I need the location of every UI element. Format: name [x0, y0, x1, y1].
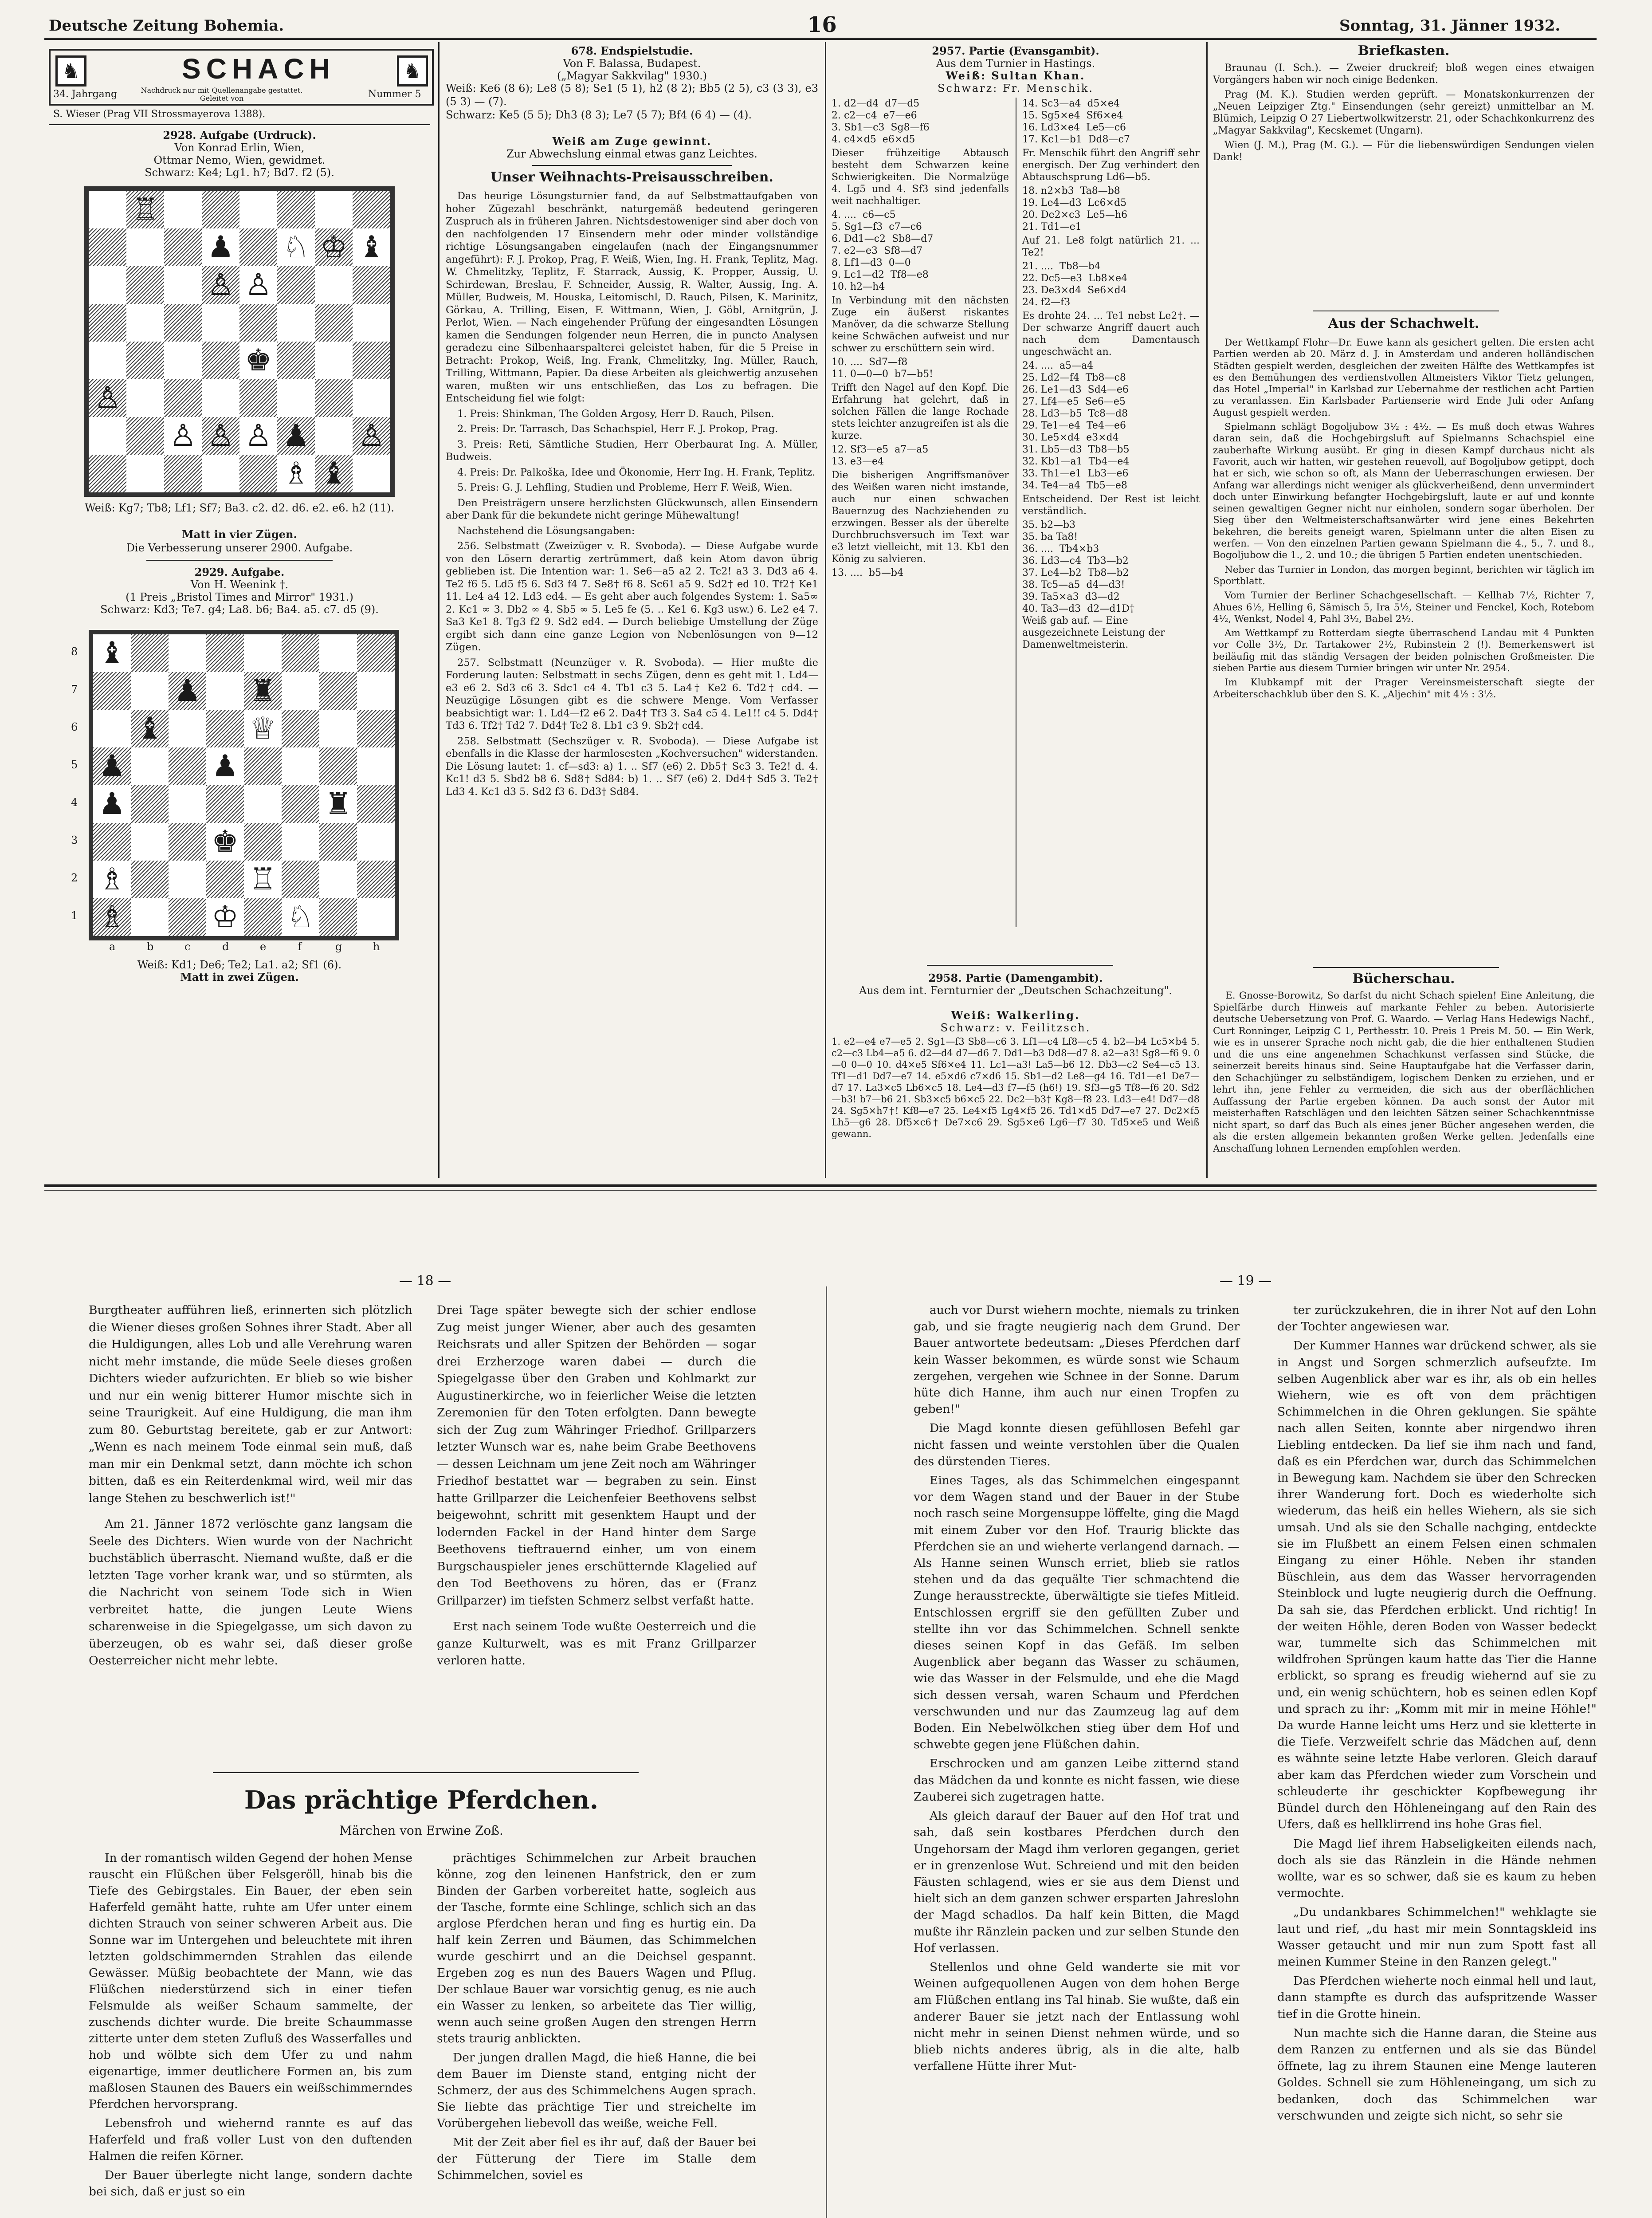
schach-editor: S. Wieser (Prag VII Strossmayerova 1388). [53, 109, 266, 120]
schachwelt-heading: Aus der Schachwelt. [1328, 316, 1479, 331]
section-rule [44, 1184, 1597, 1187]
moves-block: 12. Sf3—e5 a7—a5 13. e3—e4 [832, 444, 929, 467]
moves-block: 13. .... b5—b4 [832, 567, 904, 578]
file-label: c [184, 940, 191, 953]
board-square [202, 455, 239, 492]
black-bishop-icon: ♝ [136, 711, 163, 746]
board-square [315, 304, 353, 342]
white-pawn-icon: ♙ [245, 267, 272, 303]
board-square [244, 785, 282, 823]
board-square [277, 266, 315, 304]
story-col3 [914, 1302, 1240, 2077]
paragraph: Eines Tages, als das Schimmelchen eingespannt vor dem Wagen stand und der Bauer in der Stube noch rasch seine Morgensuppe löffelte, ging die Magd mit einem Zuber vor den Hof. Traurig blickte das Pferdchen sie an und wieherte verlangend darnach. — Als Hanne seinen Wunsch erriet, blieb sie ratlos stehen und da das gequälte Tier schmachtend die Zunge herausstreckte, überwältigte sie tiefes Mitleid. Entschlossen ergriff sie den gefüllten Zuber und stellte ihn vor das Schimmelchen. Schnell senkte dieses seinen Kopf in das Gefäß. Im selben Augenblick aber begann das Wasser zu schäumen, wie das Wasser in der Felsmulde, und ehe die Magd sich dessen versah, waren Schaum und Pferdchen verschwunden und nur das Zaumzeug lag auf dem Boden. Ein Nebelwölkchen stieg über dem Hof und schwebte gegen jene Flüßchen dahin. [914, 1474, 1240, 1752]
paragraph: Der Kummer Hannes war drückend schwer, als sie in Angst und Sorgen schmerzlich aufseufzte. Im selben Augenblick aber war es ihr, als ob ein helles Wiehern, wie es oft von dem prächtigen Schimmelchen in die Ohren geklungen. Sie spähte nach allen Seiten, konnte aber nirgendwo ihren Liebling entdecken. Da lief sie ihm nach und fand, daß es ein Pferdchen war, durch das Schimmelchen in Bewegung kam. Nachdem sie über den Schrecken ihrer Wanderung fort. Doch es wiederholte sich wiederum, das heiß ein helles Wiehern, als sie sich umsah. Und als sie den Schalle nachging, entdeckte sie im Flußbett an einem Felsen einen schmalen Eingang zu einer Höhle. Neben ihr standen Büschlein, aus dem das Wasser hervorragenden Steinblock und lugte neugierig durch die Oeffnung. Da sah sie, das Pferdchen erblickt. Und richtig! In der weiten Höhle, deren Boden von Wasser bedeckt war, tummelte sich das Schimmelchen mit wildfrohen Sprüngen kaum hatte das Tier die Hanne erblickt, so sprang es freudig wiehernd auf sie zu und, ein wenig schüchtern, hob es seinen edlen Kopf und sprach zu ihr: „Komm mit mir in meine Höhle!" Da wurde Hanne leicht ums Herz und sie kletterte in die Tiefe. Verzweifelt schrie das Mädchen auf, denn es wähnte seine letzte Habe verloren. Gleich darauf aber kam das Pferdchen wieder zum Vorschein und schleuderte ihr geschickter Kopfbewegung ihr Bündel durch den Höhleneingang auf den Rain des Ufers, daß es hellklirrend ins hohe Gras fiel. [1277, 1339, 1597, 1832]
header-rule [44, 38, 1597, 40]
rank-label: 4 [71, 796, 78, 809]
rank-label: 8 [71, 645, 78, 658]
board-square [315, 191, 353, 228]
black-pawn-icon: ♟ [207, 230, 234, 265]
schach-note: Nachdruck nur mit Quellenangabe gestattet. Geleitet von [141, 86, 303, 102]
board-square [206, 634, 244, 672]
board-square [206, 861, 244, 898]
board-square [353, 342, 390, 379]
moves-block: 1. d2—d4 d7—d5 2. c2—c4 e7—e6 3. Sb1—c3 Sg8—f6 4. c4×d5 e6×d5 [832, 98, 930, 145]
paragraph: In der romantisch wilden Gegend der hohen Mense rauscht ein Flüßchen über Felsgeröll, hinab bis die Tiefe des Gebirgstales. Ein Bauer, der eben sein Haferfeld gemäht hatte, ruhte am Ufer unter einem dichten Strauch von seiner schweren Arbeit aus. Die Sonne war im Untergehen und beleuchtete mit ihren letzten goldschimmernden Strahlen das eilende Gewässer. Müßig beobachtete der Mann, wie das Flüßchen niederstürzend sich in einer tiefen Felsmulde als weißer Schaum sammelte, der zuschends dichter wurde. Die breite Schaummasse zitterte unter dem steten Zufluß des Wasserfalles und hob und wölbte sich dem Ufer zu und nahm eigenartige, immer deutlichere Formen an, bis zum maßlosen Staunen des Bauers ein weißschimmerndes Pferdchen hervorsprang. [89, 1851, 412, 2111]
paragraph: Erst nach seinem Tode wußte Oesterreich und die ganze Kulturwelt, was es mit Franz Grillparzer verloren hatte. [437, 1620, 756, 1667]
board-square [319, 861, 357, 898]
board-square [89, 228, 126, 266]
board-square [202, 191, 239, 228]
rank-label: 5 [71, 759, 78, 771]
endspiel-source: („Magyar Sakkvilag" 1930.) [557, 70, 707, 82]
partie2-black: Schwarz: v. Feilitzsch. [940, 1022, 1091, 1034]
comment: Entscheidend. Der Rest ist leicht verständlich. [1022, 494, 1200, 517]
white-rook-icon: ♖ [249, 862, 276, 897]
paragraph: 3. Preis: Reti, Sämtliche Studien, Herr Oberbaurat Ing. A. Müller, Budweis. [446, 438, 818, 463]
paragraph: Mit der Zeit aber fiel es ihr auf, daß der Bauer bei der Fütterung der Tiere im Stalle dem Schimmelchen, soviel es [437, 2135, 756, 2182]
moves-block: 35. b2—b3 35. ba Ta8! 36. .... Tb4×b3 36. Ld3—c4 Tb3—b2 37. Le4—b2 Tb8—b2 38. Tc5—a5 d4—d3! 39. Ta5×a3 d3—d2 40. Ta3—d3 d2—d1D† Weiß gab auf. — Eine ausgezeichnete Leistung der Damenweltmeisterin. [1022, 519, 1165, 650]
paragraph: Am Wettkampf zu Rotterdam siegte überraschend Landau mit 4 Punkten vor Colle 3½, Dr. Tartakower 2½, Rubinstein 2 (!). Bemerkenswert ist beiläufig mit das ständig Versagen der beiden polnischen Großmeister. Die sieben Partie aus diesem Turnier bringen wir unter Nr. 2954. [1213, 628, 1594, 674]
partie2-event: Aus dem int. Fernturnier der „Deutschen Schachzeitung". [859, 984, 1173, 997]
preis-text [446, 190, 818, 801]
schach-nummer: Nummer 5 [368, 89, 421, 100]
partie1-black: Schwarz: Fr. Menschik. [937, 82, 1094, 94]
rank-label: 7 [71, 683, 78, 696]
board-square [357, 672, 395, 710]
endspiel-heading: 678. Endspielstudie. [571, 44, 693, 57]
board-square [319, 710, 357, 747]
board-square [319, 672, 357, 710]
board-file-labels [93, 940, 395, 954]
paragraph: 5. Preis: G. J. Lehfling, Studien und Probleme, Herr F. Weiß, Wien. [457, 482, 793, 493]
board-square [239, 379, 277, 417]
board-square [164, 191, 202, 228]
chess-board-aufgabe2 [89, 630, 399, 940]
white-knight-icon: ♘ [287, 900, 314, 935]
moves-block: 14. Sc3—a4 d5×e4 15. Sg5×e4 Sf6×e4 16. Ld3×e4 Le5—c6 17. Kc1—b1 Dd8—c7 [1022, 98, 1130, 145]
paragraph: Burgtheater aufführen ließ, erinnerten sich plötzlich die Wiener dieses großen Sohnes ihrer Stadt. Aber all die Huldigungen, alles Lob und alle Verehrung waren nicht mehr imstande, die müde Seele dieses großen Dichters wieder aufzurichten. Er blieb so wie bisher und nur ein wenig bitterer Humor mischte sich in seine Traurigkeit. Auf eine Huldigung, die man ihm zum 80. Geburtstag bereitete, gab er zur Antwort: „Wenn es nach meinem Tode einmal sein muß, daß man mir ein Denkmal setzt, dann möchte ich schon bitten, daß es ein Reiterdenkmal wird, weil mir das lange Stehen zu beschwerlich ist!" [89, 1303, 412, 1505]
paragraph: Neber das Turnier in London, das morgen beginnt, berichten wir täglich im Sportblatt. [1213, 564, 1594, 587]
board-square [353, 455, 390, 492]
board-square [357, 785, 395, 823]
board-square [244, 747, 282, 785]
board-square [319, 823, 357, 861]
board-square [315, 379, 353, 417]
black-king-icon: ♚ [212, 824, 239, 859]
board-square [89, 304, 126, 342]
board-square [169, 861, 206, 898]
column-rule [1206, 42, 1208, 1178]
paragraph: 1. Preis: Shinkman, The Golden Argosy, Herr D. Rauch, Pilsen. [457, 408, 774, 420]
aufgabe2-white: Weiß: Kd1; De6; Te2; La1. a2; Sf1 (6). [137, 959, 342, 971]
paragraph: Die Magd konnte diesen gefühllosen Befehl gar nicht fassen und weinte verstohlen über die Qualen des dürstenden Tieres. [914, 1421, 1240, 1468]
board-square [319, 898, 357, 936]
board-square [357, 861, 395, 898]
paragraph: Vom Turnier der Berliner Schachgesellschaft. — Kellhab 7½, Richter 7, Ahues 6½, Helling 6, Sämisch 5, Ira 5½, Steiner und Fenckel, Koch, Rotebom 4½, Wenkst, Nodel 4, Pahl 3½, Babel 2½. [1213, 590, 1594, 625]
board-square [131, 898, 169, 936]
board-square [169, 823, 206, 861]
paragraph: Drei Tage später bewegte sich der schier endlose Zug meist junger Wiener, aber auch des gesamten Reichsrats und aller Spitzen der Behörden — sogar drei Erzherzoge waren dabei — durch die Spiegelgasse über den Graben und Kohlmarkt zur Augustinerkirche, wo in feierlicher Weise die letzten Zeremonien für den Toten erfolgten. Dann bewegte sich der Zug zum Währinger Friedhof. Grillparzers letzter Wunsch war es, nahe beim Grabe Beethovens — dessen Leichnam um jene Zeit noch am Währinger Friedhof bestattet war — begraben zu sein. Einst hatte Grillparzer die Leichenfeier Beethovens selbst beigewohnt, schritt mit gesenktem Haupt und der lodernden Fackel in der Hand hinter dem Sarge Beethovens tieftrauernd einher, um von einem Burgschauspieler jenes erschütternde Klagelied auf den Tod Beethovens zu hören, das er (Franz Grillparzer) im tiefsten Schmerz selbst verfaßt hatte. [437, 1303, 756, 1608]
comment: Auf 21. Le8 folgt natürlich 21. ... Te2! [1022, 235, 1200, 258]
board-square [353, 304, 390, 342]
board-square [93, 823, 131, 861]
board-square [89, 191, 126, 228]
paragraph: Spielmann schlägt Bogoljubow 3½ : 4½. — Es muß doch etwas Wahres daran sein, daß die Hochgebirgsluft auf Spielmanns Schachspiel eine zauberhafte Wirkung ausübt. Er ging in diesen Kampf durchaus nicht als Favorit, auch wir hatten, wir gestehen reuevoll, auf Bogoljubow getippt, doch hat er sich, wie schon so oft, als Mann der Ueberraschungen erwiesen. Der Anfang war allerdings nicht weniger als glückverheißend, denn unvermindert doch unter Einwirkung befangter Hochgebirgsluft, laute er auf und konnte seinen gewaltigen Gegner nicht nur einholen, sondern sogar überholen. Der Sieg über den Weltmeisterschaftsanwärter wird jene eines Bekehrten bekehren, die bereits geneigt waren, Spielmann unter die alten Eisen zu werfen. — Von den einzelnen Partien gewann Spielmann die 4., 5., 7. und 8., Bogoljubow die 1., 2. und 10.; die übrigen 5 Partien endeten unentschieden. [1213, 421, 1594, 561]
board-square [202, 342, 239, 379]
board-rank-labels [71, 634, 84, 936]
paragraph: Das heurige Lösungsturnier fand, da auf Selbstmattaufgaben von hoher Zügezahl beschränkt, naturgemäß bedeutend geringeren Zuspruch als in früheren Jahren. Nichtsdestoweniger sind aber doch von den nachfolgenden 17 Einsendern mehr oder minder vollständige richtige Lösungsangaben eingelaufen (nach der Eingangsnummer angeführt): F. J. Prokop, Prag, F. Weiß, Wien, Ing. H. Frank, Teplitz, Mag. W. Chmelitzky, Teplitz, F. Starrack, Aussig, K. Propper, Aussig, U. Schirdewan, Breslau, F. Schneider, Aussig, R. Walter, Aussig, Ing. A. Müller, Budweis, M. Houska, Leitomischl, D. Rauch, Pilsen, K. Marinitz, Görkau, A. Trilling, Eisen, F. Wittmann, Wien, J. Göbl, Arnitgrün, J. Perlot, Wien. — Nach eingehender Prüfung der eingesandten Lösungen kamen die Sendungen folgender neun Herren, die in puncto Analysen geradezu eine Silbenhaarspalterei geleistet haben, für die 5 Preise in Betracht: Prokop, Weiß, Ing. Frank, Chmelitzky, Ing. Müller, Rauch, Trilling, Wittmann, Papier. Da diese Arbeiten als gleichwertig anzusehen waren, mußten wir uns entschließen, das Los zu befragen. Die Entscheidung fiel wie folgt: [446, 190, 818, 404]
paragraph: Die Magd lief ihrem Habseligkeiten eilends nach, doch als sie das Ränzlein in die Hände nehmen wollte, war es so schwer, daß sie es kaum zu heben vermochte. [1277, 1837, 1597, 1900]
paragraph: Der Wettkampf Flohr—Dr. Euwe kann als gesichert gelten. Die ersten acht Partien werden ab 20. März d. J. in Amsterdam und anderen holländischen Städten gespielt werden, desgleichen der zweiten Hälfte des Wettkampfes ist es den Bemühungen des verdienstvollen Altmeisters Viktor Tietz gelungen, das Hotel „Imperial" in Karlsbad zur Uebernahme der restlichen acht Partien zu veranlassen. Ein Karlsbader Partienserie wird Ende Juli oder Anfang August gespielt werden. [1213, 337, 1594, 418]
story-col1 [89, 1850, 412, 2202]
board-square [315, 342, 353, 379]
divider [532, 165, 732, 166]
rank-label: 1 [71, 909, 78, 922]
partie1-event: Aus dem Turnier in Hastings. [936, 57, 1095, 70]
board-square [131, 672, 169, 710]
masthead-icon-right [397, 55, 428, 87]
preis-heading: Unser Weihnachts-Preisausschreiben. [490, 169, 773, 185]
masthead-icon-left [55, 55, 86, 87]
board-square [169, 710, 206, 747]
white-pawn-icon: ♙ [358, 418, 385, 453]
comment: Trifft den Nagel auf den Kopf. Die Erfahrung hat gelehrt, daß in solchen Fällen die lange Rochade stets leichter anzugreifen ist als die kurze. [832, 382, 1009, 441]
rank-label: 2 [71, 872, 78, 884]
paragraph: „Du undankbares Schimmelchen!" wehklagte sie laut und rief, „du hast mir mein Sonntagskleid ins Wasser getaucht und mir nun zum Spott fast all meinen Kummer Steine in den Ranzen gelegt." [1277, 1905, 1597, 1969]
paragraph: 2. Preis: Dr. Tarrasch, Das Schachspiel, Herr F. J. Prokop, Prag. [457, 423, 778, 435]
board-square [315, 266, 353, 304]
partie2-white: Weiß: Walkerling. [951, 1009, 1080, 1022]
board-square [282, 634, 319, 672]
white-rook-icon: ♖ [132, 192, 159, 227]
board-square [206, 710, 244, 747]
board-square [169, 785, 206, 823]
white-bishop-icon: ♗ [98, 900, 126, 935]
aufgabe1-author: Von Konrad Erlin, Wien, [174, 142, 305, 154]
page-number: 16 [807, 12, 837, 37]
board-square [89, 342, 126, 379]
file-label: e [260, 940, 267, 953]
buecher-heading: Bücherschau. [1352, 971, 1455, 987]
paragraph: Braunau (I. Sch.). — Zweier druckreif; bloß wegen eines etwaigen Vorgängers haben wir noch einige Bedenken. [1213, 63, 1594, 86]
board-square [89, 417, 126, 455]
paragraph: 256. Selbstmatt (Zweizüger v. R. Svoboda). — Diese Aufgabe wurde von den Lösern derartig zertrümmert, daß kein Atom davon übrig geblieben ist. Die Intention war: 1. Se6—a5 a2 2. Tc2! a3 3. Dd3 a6 4. Te2 f6 5. Ld5 f5 6. Sd3 f4 7. Se8† f6 8. Sc61 a5 9. Sd2† ed 10. Tf2† Ke1 11. Le4 a4 12. Ld3 ed4. — Es geht aber auch folgendes System: 1. Sa5∞ 2. Kc1 ∞ 3. Db2 ∞ 4. Sb5 ∞ 5. Le5 fe (5. .. Ke1 6. Kg3 usw.) 6. Le2 e4 7. Sa3 Ke1 8. Tg3 f2 9. Sd2 ed4. — Durch beliebige Umstellung der Züge ergibt sich dann eine ganze Legion von Nebenlösungen von 9—12 Zügen. [446, 540, 818, 653]
board-square [126, 266, 164, 304]
rank-label: 6 [71, 721, 78, 733]
black-pawn-icon: ♟ [283, 418, 310, 453]
board-square [319, 747, 357, 785]
board-square [164, 304, 202, 342]
black-bishop-icon: ♝ [320, 456, 347, 491]
board-square [282, 785, 319, 823]
board-square [357, 898, 395, 936]
white-bishop-icon: ♗ [283, 456, 310, 491]
board-square [353, 191, 390, 228]
paragraph: Nachstehend die Lösungsangaben: [457, 525, 635, 537]
white-queen-icon: ♕ [249, 711, 276, 746]
paragraph: ter zurückzukehren, die in ihrer Not auf den Lohn der Tochter angewiesen war. [1277, 1303, 1597, 1334]
board-square [131, 785, 169, 823]
board-square [282, 672, 319, 710]
board-square [277, 379, 315, 417]
paragraph: 258. Selbstmatt (Sechszüger v. R. Svoboda). — Diese Aufgabe ist ebenfalls in die Klasse der harmlosesten „Kochversuchen" widerstanden. Die Lösung lautet: 1. cf—sd3: a) 1. .. Sf7 (e6) 2. Db5† Sc3 3. Te2! d. 4. Kc1! d3 5. Sbd2 b8 6. Sd8† Sd84: b) 1. .. Sf7 (e6) 2. Dd4† Sd5 3. Te2† Ld3 4. Kc1 d3 5. Sd2 f3 6. Dd3† Sd84. [446, 735, 818, 798]
moves-block: 21. .... Tb8—b4 22. Dc5—e3 Lb8×e4 23. De3×d4 Se6×d4 24. f2—f3 [1022, 261, 1128, 308]
page-date: Sonntag, 31. Jänner 1932. [1339, 17, 1561, 35]
paragraph: Stellenlos und ohne Geld wanderte sie mit vor Weinen aufgequollenen Augen von dem hohen Berge am Flüßchen entlang ins Tal hinab. Sie wußte, daß ein anderer Bauer sie jetzt nach der Entlassung wohl nicht mehr in seinen Dienst nehmen würde, und so blieb nichts anderes übrig, als in die alte, halb verfallene Hütte ihrer Mut- [914, 1960, 1240, 2073]
endspiel-white: Weiß: Ke6 (8 6); Le8 (5 8); Se1 (5 1), h2 (8 2); Bb5 (2 5), c3 (3 3), e3 (5 3) — (7). [446, 82, 818, 108]
board-square [282, 747, 319, 785]
aufgabe1-goal: Matt in vier Zügen. [182, 528, 297, 541]
board-square [206, 672, 244, 710]
divider [49, 124, 430, 125]
gutter-rule [826, 1286, 827, 2218]
black-pawn-icon: ♟ [174, 673, 201, 708]
column-rule [438, 42, 439, 1178]
black-pawn-icon: ♟ [98, 787, 126, 822]
comment: In Verbindung mit den nächsten Zuge ein äußerst riskantes Manöver, da die schwarze Stellung keine Schwächen aufweist und nur schwer zu erschüttern sein wird. [832, 295, 1009, 354]
black-bishop-icon: ♝ [358, 230, 385, 265]
board-square [164, 342, 202, 379]
section-rule [44, 1190, 1597, 1191]
board-square [244, 634, 282, 672]
story-title: Das prächtige Pferdchen. [244, 1785, 599, 1815]
board-square [282, 823, 319, 861]
white-knight-icon: ♘ [283, 230, 310, 265]
partie1-white: Weiß: Sultan Khan. [946, 69, 1086, 82]
endspiel-black: Schwarz: Ke5 (5 5); Dh3 (8 3); Le7 (5 7); Bf4 (6 4) — (4). [446, 109, 752, 121]
aufgabe1-author2: Ottmar Nemo, Wien, gewidmet. [153, 154, 326, 166]
white-king-icon: ♔ [320, 230, 347, 265]
board-square [126, 342, 164, 379]
paragraph: Der Bauer überlegte nicht lange, sondern dachte bei sich, daß er just so ein [89, 2168, 412, 2198]
aufgabe2-prize: (1 Preis „Bristol Times and Mirror" 1931.) [126, 591, 353, 603]
comment: Es drohte 24. ... Te1 nebst Le2†. — Der schwarze Angriff dauert auch nach dem Damentausch ungeschwächt an. [1022, 311, 1200, 358]
board-square [353, 379, 390, 417]
board-square [89, 455, 126, 492]
board-square [131, 634, 169, 672]
board-square [169, 634, 206, 672]
paragraph: Am 21. Jänner 1872 verlöschte ganz langsam die Seele des Dichters. Wien wurde von der Nachricht buchstäblich überrascht. Niemand wußte, daß er die letzten Tage vorher krank war, und so stürmten, als die Nachricht von seinem Tode sich in Wien verbreitet hatte, die jungen Leute Wiens scharenweise in die Spiegelgasse, um sich davon zu überzeugen, ob es wahr sei, daß dieser große Oesterreicher nicht mehr lebte. [89, 1517, 412, 1667]
board-square [93, 672, 131, 710]
paragraph: Im Klubkampf mit der Prager Vereinsmeisterschaft siegte der Arbeiterschachklub über den S. K. „Aljechin" mit 4½ : 3½. [1213, 677, 1594, 700]
white-pawn-icon: ♙ [207, 418, 234, 453]
aufgabe1-black: Schwarz: Ke4; Lg1. h7; Bd7. f2 (5). [145, 166, 334, 179]
board-square [357, 710, 395, 747]
feuilleton-col2 [437, 1302, 756, 1670]
briefkasten-text [1213, 62, 1594, 166]
file-label: g [335, 940, 342, 953]
story-col2 [437, 1850, 756, 2186]
white-bishop-icon: ♗ [98, 862, 126, 897]
moves-block: 18. n2×b3 Ta8—b8 19. Le4—d3 Lc6×d5 20. De2×c3 Le5—h6 21. Td1—e1 [1022, 185, 1128, 232]
paragraph: prächtiges Schimmelchen zur Arbeit brauchen könne, zog den leinenen Hanfstrick, den er zum Binden der Garben vorbereitet hatte, sogleich aus der Tasche, formte eine Schlinge, schlich sich an das arglose Pferdchen heran und fing es hurtig ein. Da half kein Zerren und Bäumen, das Schimmelchen wurde geschirrt und an die Deichsel gespannt. Ergeben zog es nun des Bauers Wagen und Pflug. Der schlaue Bauer war vorsichtig genug, es nie auch ein Wasser zu lenken, so arbeitete das Tier willig, wenn auch seine großen Augen den strengen Herrn stets traurig anblickten. [437, 1851, 756, 2045]
board-square [357, 634, 395, 672]
moves-block: 24. .... a5—a4 25. Ld2—f4 Tb8—c8 26. Le1—d3 Sd4—e6 27. Lf4—e5 Se6—e5 28. Ld3—b5 Tc8—d8 29. Te1—e4 Te4—e6 30. Le5×d4 e3×d4 31. Lb5—d3 Tb8—b5 32. Kb1—a1 Tb4—e4 33. Th1—e1 Lb3—e6 34. Te4—a4 Tb5—e8 [1022, 360, 1130, 491]
divider [146, 560, 333, 561]
board-square [357, 747, 395, 785]
white-pawn-icon: ♙ [245, 418, 272, 453]
board-square [126, 455, 164, 492]
file-label: d [222, 940, 229, 953]
paragraph: Den Preisträgern unsere herzlichsten Glückwunsch, allen Einsendern aber Dank für die bekundete nicht geringe Mühewaltung! [446, 497, 818, 521]
white-pawn-icon: ♙ [207, 267, 234, 303]
board-square [277, 191, 315, 228]
board-square [126, 304, 164, 342]
board-square [239, 455, 277, 492]
board-square [353, 266, 390, 304]
divider [1313, 967, 1499, 968]
buecher-text: E. Gnosse-Borowitz, So darfst du nicht Schach spielen! Eine Anleitung, die Spielfärbe durch Hinweis auf markante Fehler zu beben. Autorisierte deutsche Uebersetzung von Prof. G. Waardo. — Verlag Hans Hedewigs Nachf., Curt Ronninger, Leipzig C 1, Perthesstr. 10. Preis 1 Preis M. 50. — Ein Werk, wie es in unserer Sprache noch nicht gab, die die hier enthaltenen Studien und die uns eine angenehmen Schachkunst verfassen sind Stücke, die seinerzeit bereits hinaus sind. Seine Hauptaufgabe hat die Verfasser darin, den Schachjünger zu selbständigem, logischem Denken zu erziehen, und er lehrt ihn, jene Fehler zu vermeiden, die sich aus der oberflächlichen Auffassung der Partie ergeben können. Da auch sonst der Autor mit meisterhaften Ratschlägen und den leichten Sätzen seiner Schachkenntnisse nicht spart, so darf das Buch als eines jener Bücher angesehen werden, die als die ersten allgemein bekannten großen Werke gelten. Jedenfalls eine Anschaffung lohnen Lernenden empfohlen werden. [1213, 990, 1594, 1154]
file-label: a [109, 940, 116, 953]
knight-icon: ♞ [62, 59, 80, 83]
board-square [169, 898, 206, 936]
board-square [206, 785, 244, 823]
aufgabe2-author: Von H. Weenink †. [190, 578, 289, 591]
board-square [126, 379, 164, 417]
white-pawn-icon: ♙ [94, 381, 121, 416]
board-square [131, 823, 169, 861]
paragraph: Das Pferdchen wieherte noch einmal hell und laut, dann stampfte es durch das aufspritzende Wasser tief in die Grotte hinein. [1277, 1974, 1597, 2021]
board-square [282, 710, 319, 747]
moves-block: 10. .... Sd7—f8 11. 0—0—0 b7—b5! [832, 357, 933, 380]
paragraph: Erschrocken und am ganzen Leibe zitternd stand das Mädchen da und konnte es nicht fassen, wie diese Zauberei sich zugetragen hatte. [914, 1757, 1240, 1804]
paragraph: Prag (M. K.). Studien werden geprüft. — Monatskonkurrenzen der „Neuen Leipziger Ztg." Einsendungen (sehr gereizt) unmittelbar an M. Blümich, Leipzig O 27 Liebertwolkwitzerstr. 21, oder Schachkonkurrenz des „Magyar Sakkvilag", Kecskemet (Ungarn). [1213, 89, 1594, 136]
board-square [202, 304, 239, 342]
board-square [164, 266, 202, 304]
comment: Dieser frühzeitige Abtausch besteht dem Schwarzen keine Schwierigkeiten. Die Normalzüge 4. Lg5 und 4. Sf3 sind jedenfalls weit nachhaltiger. [832, 148, 1009, 207]
board-square [277, 342, 315, 379]
page-header-left: Deutsche Zeitung Bohemia. [49, 17, 284, 35]
board-square [164, 379, 202, 417]
board-square [126, 417, 164, 455]
black-rook-icon: ♜ [325, 787, 352, 822]
board-square [126, 228, 164, 266]
board-square [131, 747, 169, 785]
board-square [202, 379, 239, 417]
paragraph: 257. Selbstmatt (Neunzüger v. R. Svoboda). — Hier mußte die Forderung lauten: Selbstmatt in sechs Zügen, denn es geht mit 1. Ld4—e3 e6 2. Sd3 c6 3. Sdc1 c4 4. Tb1 c3 5. La4† Ke2 6. Td2† cd4. — Neuzügige Lösungen gibt es die schwere Menge. Vom Verfasser beabsichtigt war: 1. Ld4—f2 e6 2. Da4† Tf3 3. Sa4 c5 4. Le1!! c4 5. Dd4† Td3 6. Tf2† Td2 7. Dd4† Te2 8. Lb1 c3 9. Sb2† cd4. [446, 657, 818, 731]
board-square [239, 304, 277, 342]
file-label: b [147, 940, 154, 953]
aufgabe1-note: Die Verbesserung unserer 2900. Aufgabe. [126, 542, 353, 554]
aufgabe1-heading: 2928. Aufgabe (Urdruck). [163, 129, 316, 142]
black-pawn-icon: ♟ [212, 749, 239, 784]
board-square [239, 191, 277, 228]
briefkasten-heading: Briefkasten. [1358, 43, 1450, 59]
partie2-moves: 1. e2—e4 e7—e5 2. Sg1—f3 Sb8—c6 3. Lf1—c4 Lf8—c5 4. b2—b4 Lc5×b4 5. c2—c3 Lb4—a5 6. d2—d4 d7—d6 7. Dd1—b3 Dd8—d7 8. a2—a3! Sg8—f6 9. 0—0 0—0 10. d4×e5 Sf6×e4 11. Lc1—a3! La5—b6 12. Db3—c2 Se4—c5 13. Tf1—d1 Dd7—e7 14. e5×d6 c7×d6 15. Sb1—d2 Le8—g4 16. Td1—e1 De7—d7 17. La3×c5 Lb6×c5 18. Le4—d3 f7—f5 (h6!) 19. Sf3—g5 Tf8—f6 20. Sd2—b3! b7—b6 21. Sb3×c5 b6×c5 22. Dc2—b3† Kg8—f8 23. Ld3—e4! Dd7—d8 24. Sg5×h7†! Kf8—e7 25. Le4×f5 Lg4×f5 26. Td1×d5 Dd7—e7 27. Dc2×f5 Lh5—g6 28. Df5×c6† De7×c6 29. Sg5×e6 Lg6—f7 30. Td5×e5 und Weiß gewann. [832, 1036, 1200, 1139]
paragraph: auch vor Durst wiehern mochte, niemals zu trinken gab, und sie fragte neugierig nach dem Grund. Der Bauer antwortete bedeutsam: „Dieses Pferdchen darf kein Wasser bekommen, es würde sonst wie Schaum zergehen, vergehen wie Schnee in der Sonne. Darum hüte dich Hanne, ihm auch nur einen Tropfen zu geben!" [914, 1303, 1240, 1416]
knight-icon: ♞ [403, 59, 422, 83]
paragraph: Wien (J. M.), Prag (M. G.). — Für die liebenswürdigen Sendungen vielen Dank! [1213, 140, 1594, 163]
aufgabe2-goal: Matt in zwei Zügen. [180, 971, 299, 983]
black-pawn-icon: ♟ [98, 749, 126, 784]
board-square [164, 228, 202, 266]
board-square [282, 861, 319, 898]
partie2-heading: 2958. Partie (Damengambit). [928, 971, 1103, 984]
board-square [169, 747, 206, 785]
paragraph: 4. Preis: Dr. Palkoška, Idee und Ökonomie, Herr Ing. H. Frank, Teplitz. [457, 466, 816, 478]
schachwelt-text [1213, 337, 1594, 703]
comment: Fr. Menschik führt den Angriff sehr energisch. Der Zug verhindert den Abtauschsprung Ld6—b5. [1022, 148, 1200, 183]
schach-title: SCHACH [182, 53, 335, 85]
paragraph: Der jungen drallen Magd, die hieß Hanne, die bei dem Bauer im Dienste stand, entging nicht der Schmerz, der aus des Schimmelchens Augen sprach. Sie liebte das prächtige Tier und streichelte im Vorübergehen liebevoll das weiße, weiche Fell. [437, 2051, 756, 2130]
board-square [239, 228, 277, 266]
partie1-right-column [1022, 98, 1200, 651]
board-square [244, 898, 282, 936]
aufgabe2-black: Schwarz: Kd3; Te7. g4; La8. b6; Ba4. a5. c7. d5 (9). [100, 603, 379, 616]
endspiel-author: Von F. Balassa, Budapest. [563, 57, 701, 70]
endspiel-goal: Weiß am Zuge gewinnt. [552, 135, 712, 148]
board-square [277, 304, 315, 342]
aufgabe2-heading: 2929. Aufgabe. [194, 566, 285, 578]
story-col4 [1277, 1302, 1597, 2127]
board-square [315, 417, 353, 455]
partie1-left-column [832, 98, 1009, 579]
black-king-icon: ♚ [245, 343, 272, 378]
divider [927, 965, 1113, 966]
board-square [244, 823, 282, 861]
paragraph: Nun machte sich die Hanne daran, die Steine aus dem Ranzen zu entfernen und als sie das Bündel öffnete, lag zu ihrem Staunen eine Menge lauteren Goldes. Schnell sie zum Höhleneingang, um sich zu bedanken, doch das Schimmelchen war verschwunden und zeigte sich nicht, so sehr sie [1277, 2026, 1597, 2123]
rank-label: 3 [71, 834, 78, 846]
schach-jahrgang: 34. Jahrgang [53, 89, 118, 100]
board-square [319, 634, 357, 672]
divider [213, 1772, 639, 1773]
black-bishop-icon: ♝ [98, 636, 126, 671]
board-square [131, 861, 169, 898]
feuilleton-page-left: — 18 — [399, 1273, 451, 1289]
white-king-icon: ♔ [212, 900, 239, 935]
feuilleton-page-right: — 19 — [1220, 1273, 1272, 1289]
file-label: f [298, 940, 302, 953]
paragraph: Lebensfroh und wiehernd rannte es auf das Haferfeld und fraß voller Lust von den duftenden Halmen die reifen Körner. [89, 2116, 412, 2163]
moves-block: 4. .... c6—c5 5. Sg1—f3 c7—c6 6. Dd1—c2 Sb8—d7 7. e2—e3 Sf8—d7 8. Lf1—d3 0—0 9. Lc1—d2 Tf8—e8 10. h2—h4 [832, 209, 934, 292]
chess-board-aufgabe1 [84, 186, 395, 497]
board-square [93, 710, 131, 747]
feuilleton-col1 [89, 1302, 412, 1670]
endspiel-note: Zur Abwechslung einmal etwas ganz Leichtes. [506, 148, 757, 160]
board-square [89, 266, 126, 304]
paragraph: Als gleich darauf der Bauer auf den Hof trat und sah, daß sein kostbares Pferdchen durch den Ungehorsam der Magd ihm verloren gegangen, geriet er in grenzenlose Wut. Schreiend und mit den beiden Fäusten schlagend, wies er sie aus dem Dienst und hielt sich an dem ganzen schwer ersparten Jahreslohn der Magd schadlos. Da half kein Bitten, die Magd mußte ihr Ränzlein packen und zur selben Stunde den Hof verlassen. [914, 1809, 1240, 1955]
white-pawn-icon: ♙ [169, 418, 196, 453]
partie1-heading: 2957. Partie (Evansgambit). [932, 44, 1099, 57]
board-square [357, 823, 395, 861]
comment: Die bisherigen Angriffsmanöver des Weißen waren nicht imstande, auch nur einen schwachen Bauernzug des Nachziehenden zu erzwingen. Besser als der überelte Durchbruchsversuch im Text war e3 letzt vielleicht, mit 13. Kb1 den König zu salvieren. [832, 470, 1009, 565]
board-square [164, 455, 202, 492]
file-label: h [373, 940, 380, 953]
aufgabe1-white: Weiß: Kg7; Tb8; Lf1; Sf7; Ba3. c2. d2. d6. e2. e6. h2 (11). [84, 502, 394, 514]
column-rule [825, 42, 826, 1178]
story-author: Märchen von Erwine Zoß. [339, 1823, 503, 1838]
black-rook-icon: ♜ [249, 673, 276, 708]
